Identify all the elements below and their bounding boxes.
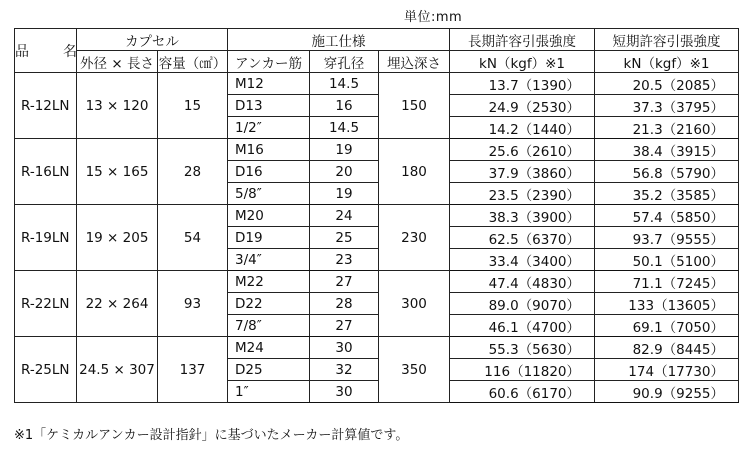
short-term-strength-cell: 93.7（9555） — [595, 227, 739, 249]
capsule-volume-cell: 28 — [158, 139, 228, 205]
table-body — [15, 73, 739, 403]
capsule-volume-cell: 93 — [158, 271, 228, 337]
table-row — [15, 205, 739, 227]
long-term-strength-cell: 89.0（9070） — [450, 293, 595, 315]
drill-diameter-cell: 14.5 — [310, 73, 379, 95]
anchor-bar-cell: M12 — [228, 73, 310, 95]
embed-depth-cell: 180 — [379, 139, 450, 205]
anchor-bar-cell: D16 — [228, 161, 310, 183]
short-term-strength-cell: 174（17730） — [595, 359, 739, 381]
embed-depth-cell: 350 — [379, 337, 450, 403]
capsule-size-cell: 13 × 120 — [77, 73, 158, 139]
drill-diameter-cell: 23 — [310, 249, 379, 271]
header-anchor-bar: アンカー筋 — [228, 51, 310, 73]
anchor-bar-cell: M24 — [228, 337, 310, 359]
anchor-bar-cell: 3/4″ — [228, 249, 310, 271]
long-term-strength-cell: 23.5（2390） — [450, 183, 595, 205]
header-outer-length: 外径 × 長さ — [77, 51, 158, 73]
capsule-volume-cell: 137 — [158, 337, 228, 403]
anchor-bar-cell: M20 — [228, 205, 310, 227]
short-term-strength-cell: 90.9（9255） — [595, 381, 739, 403]
header-construction: 施工仕様 — [228, 29, 450, 51]
short-term-strength-cell: 35.2（3585） — [595, 183, 739, 205]
short-term-strength-cell: 21.3（2160） — [595, 117, 739, 139]
short-term-strength-cell: 82.9（8445） — [595, 337, 739, 359]
long-term-strength-cell: 60.6（6170） — [450, 381, 595, 403]
short-term-strength-cell: 71.1（7245） — [595, 271, 739, 293]
anchor-bar-cell: 7/8″ — [228, 315, 310, 337]
anchor-bar-cell: D25 — [228, 359, 310, 381]
embed-depth-cell: 230 — [379, 205, 450, 271]
header-long-unit: kN（kgf）※1 — [450, 51, 595, 73]
product-name-cell: R-16LN — [15, 139, 77, 205]
anchor-bar-cell: D19 — [228, 227, 310, 249]
capsule-size-cell: 24.5 × 307 — [77, 337, 158, 403]
embed-depth-cell: 300 — [379, 271, 450, 337]
long-term-strength-cell: 25.6（2610） — [450, 139, 595, 161]
drill-diameter-cell: 25 — [310, 227, 379, 249]
short-term-strength-cell: 38.4（3915） — [595, 139, 739, 161]
capsule-size-cell: 22 × 264 — [77, 271, 158, 337]
short-term-strength-cell: 133（13605） — [595, 293, 739, 315]
table-row — [15, 139, 739, 161]
long-term-strength-cell: 37.9（3860） — [450, 161, 595, 183]
short-term-strength-cell: 69.1（7050） — [595, 315, 739, 337]
drill-diameter-cell: 24 — [310, 205, 379, 227]
short-term-strength-cell: 57.4（5850） — [595, 205, 739, 227]
drill-diameter-cell: 27 — [310, 271, 379, 293]
drill-diameter-cell: 19 — [310, 183, 379, 205]
header-capsule: カプセル — [77, 29, 228, 51]
capsule-size-cell: 15 × 165 — [77, 139, 158, 205]
table-row — [15, 73, 739, 95]
product-name-cell: R-19LN — [15, 205, 77, 271]
drill-diameter-cell: 30 — [310, 337, 379, 359]
header-drill-diameter: 穿孔径 — [310, 51, 379, 73]
capsule-volume-cell: 15 — [158, 73, 228, 139]
long-term-strength-cell: 33.4（3400） — [450, 249, 595, 271]
anchor-bar-cell: 1″ — [228, 381, 310, 403]
long-term-strength-cell: 116（11820） — [450, 359, 595, 381]
drill-diameter-cell: 28 — [310, 293, 379, 315]
unit-label: 単位:mm — [404, 10, 463, 25]
long-term-strength-cell: 24.9（2530） — [450, 95, 595, 117]
anchor-bar-cell: 1/2″ — [228, 117, 310, 139]
drill-diameter-cell: 16 — [310, 95, 379, 117]
drill-diameter-cell: 27 — [310, 315, 379, 337]
drill-diameter-cell: 30 — [310, 381, 379, 403]
product-name-cell: R-25LN — [15, 337, 77, 403]
header-long-term: 長期許容引張強度 — [450, 29, 595, 51]
long-term-strength-cell: 55.3（5630） — [450, 337, 595, 359]
header-volume: 容量（㎤） — [158, 51, 228, 73]
drill-diameter-cell: 32 — [310, 359, 379, 381]
embed-depth-cell: 150 — [379, 73, 450, 139]
drill-diameter-cell: 20 — [310, 161, 379, 183]
capsule-volume-cell: 54 — [158, 205, 228, 271]
drill-diameter-cell: 19 — [310, 139, 379, 161]
table-row — [15, 271, 739, 293]
long-term-strength-cell: 14.2（1440） — [450, 117, 595, 139]
anchor-bar-cell: D13 — [228, 95, 310, 117]
product-name-cell: R-12LN — [15, 73, 77, 139]
capsule-size-cell: 19 × 205 — [77, 205, 158, 271]
long-term-strength-cell: 38.3（3900） — [450, 205, 595, 227]
header-embed-depth: 埋込深さ — [379, 51, 450, 73]
short-term-strength-cell: 50.1（5100） — [595, 249, 739, 271]
header-short-unit: kN（kgf）※1 — [595, 51, 739, 73]
product-name-cell: R-22LN — [15, 271, 77, 337]
long-term-strength-cell: 13.7（1390） — [450, 73, 595, 95]
short-term-strength-cell: 37.3（3795） — [595, 95, 739, 117]
footnote: ※1「ケミカルアンカー設計指針」に基づいたメーカー計算値です。 — [14, 428, 409, 443]
short-term-strength-cell: 20.5（2085） — [595, 73, 739, 95]
header-short-term: 短期許容引張強度 — [595, 29, 739, 51]
header-product: 品 名 — [15, 29, 77, 73]
table-row — [15, 337, 739, 359]
anchor-bar-cell: 5/8″ — [228, 183, 310, 205]
drill-diameter-cell: 14.5 — [310, 117, 379, 139]
long-term-strength-cell: 46.1（4700） — [450, 315, 595, 337]
anchor-bar-cell: M16 — [228, 139, 310, 161]
anchor-bar-cell: D22 — [228, 293, 310, 315]
long-term-strength-cell: 47.4（4830） — [450, 271, 595, 293]
long-term-strength-cell: 62.5（6370） — [450, 227, 595, 249]
anchor-bar-cell: M22 — [228, 271, 310, 293]
short-term-strength-cell: 56.8（5790） — [595, 161, 739, 183]
anchor-spec-table — [14, 28, 739, 403]
